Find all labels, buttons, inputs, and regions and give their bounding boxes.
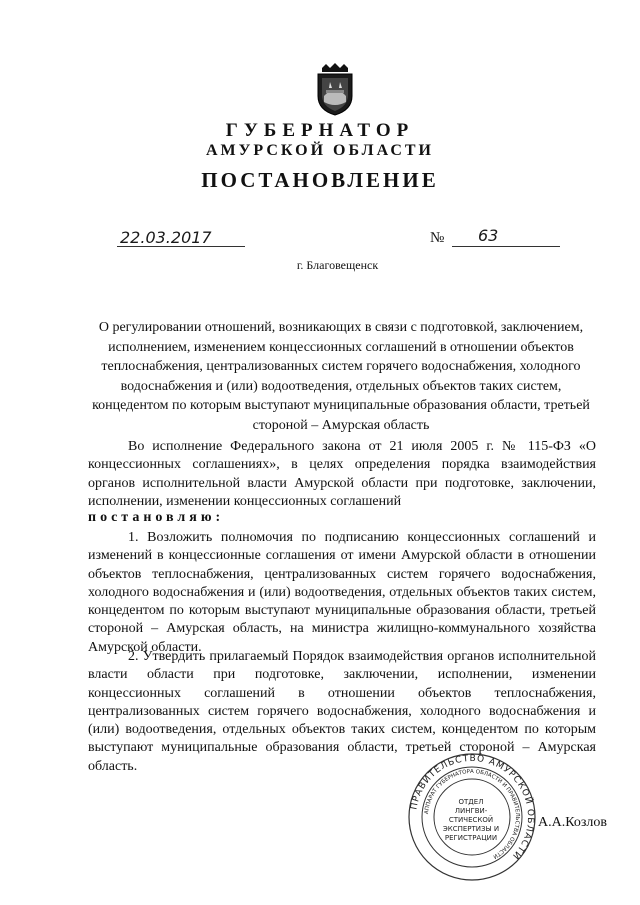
city: г. Благовещенск <box>296 258 379 272</box>
document-title: О регулировании отношений, возникающих в связи с подготовкой, заключением, исполнением, изменением концессионных соглашений в отношении объектов теплоснабжения, централизованных систем горячего водоснабжения, холодного водоснабжения и (или) водоотведения, отдельных объектов таких систем, концедентом по которым выступают муниципальные образования области, третьей стороной – Амурская область <box>92 320 590 433</box>
preamble-paragraph: Во исполнение Федерального закона от 21 июля 2005 г. № 115-ФЗ «О концессионных соглашениях», в целях определения порядка взаимодействия органов исполнительной власти Амурской области при подготовке, заключении, исполнении, изменении концессионных соглашений <box>88 439 596 509</box>
stamp-outer-text: ПРАВИТЕЛЬСТВО АМУРСКОЙ ОБЛАСТИ <box>409 753 536 862</box>
number-underline <box>452 246 560 247</box>
signature-name: А.А.Козлов <box>538 815 607 830</box>
date-underline <box>117 246 245 247</box>
item-1-paragraph: 1. Возложить полномочия по подписанию концессионных соглашений и изменений в концессионные соглашения от имени Амурской области в отношении объектов теплоснабжения, централизованных систем горячего водоснабжения, холодного водоснабжения и (или) водоотведения, отдельных объектов таких систем, концедентом по которым выступают муниципальные образования области, третьей стороной – Амурская область, на министра жилищно-коммунального хозяйства Амурской области. <box>88 530 596 655</box>
item-2-paragraph: 2. Утвердить прилагаемый Порядок взаимодействия органов исполнительной власти области при подготовке, заключении, исполнении, изменении концессионных соглашений в отношении объектов теплоснабжения, централизованных систем горячего водоснабжения, холодного водоснабжения и (или) водоотведения, отдельных объектов таких систем, концедентом по которым выступают муниципальные образования области, третьей стороной – Амурская область. <box>88 649 596 774</box>
document-number: 63 <box>478 226 499 245</box>
document-date: 22.03.2017 <box>120 228 212 247</box>
decree-word: постановляю: <box>88 510 225 525</box>
coat-of-arms-icon <box>312 62 358 116</box>
number-label: № <box>430 230 445 246</box>
header-document-type: ПОСТАНОВЛЕНИЕ <box>201 168 439 192</box>
header-region: АМУРСКОЙ ОБЛАСТИ <box>206 142 434 159</box>
stamp-center-text: ОТДЕЛ ЛИНГВИ- СТИЧЕСКОЙ ЭКСПЕРТИЗЫ И РЕГИСТРАЦИИ <box>442 798 500 842</box>
stamp-inner-text: АППАРАТ ГУБЕРНАТОРА ОБЛАСТИ И ПРАВИТЕЛЬСТВА ОБЛАСТИ <box>424 768 521 860</box>
header-governor: ГУБЕРНАТОР <box>225 120 415 141</box>
